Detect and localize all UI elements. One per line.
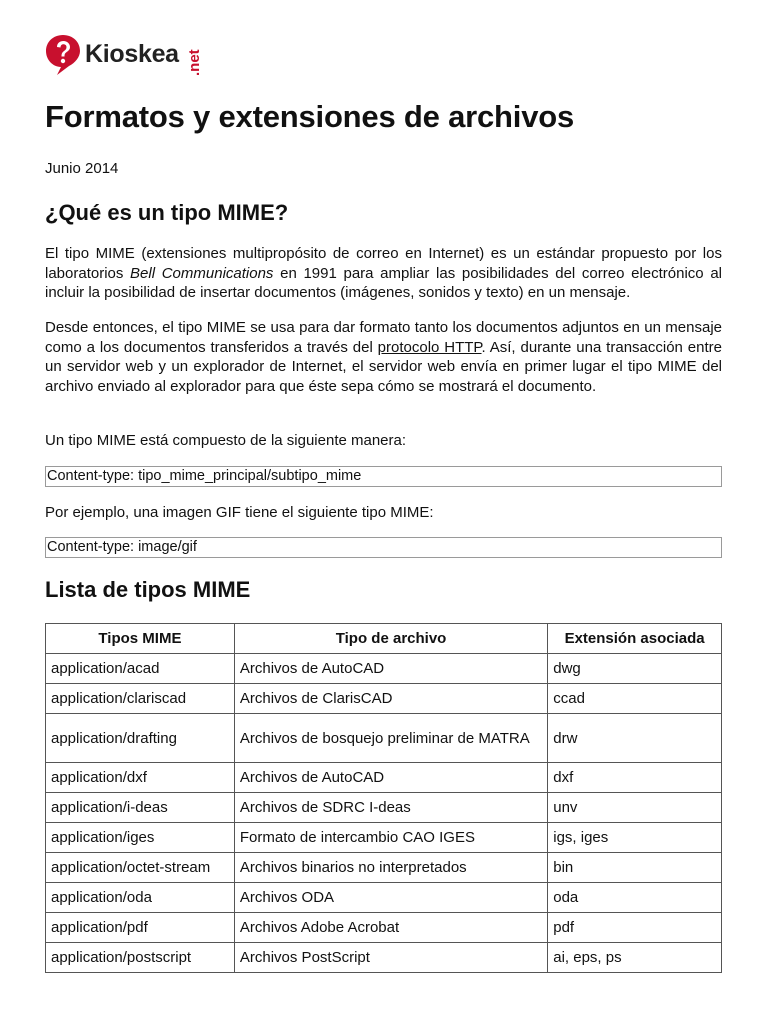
table-cell: application/octet-stream [46, 853, 235, 883]
code-box-structure: Content-type: tipo_mime_principal/subtipo_mime [45, 466, 722, 487]
table-cell: Archivos de SDRC I-deas [234, 793, 547, 823]
table-row [46, 823, 722, 853]
publish-date: Junio 2014 [45, 160, 119, 177]
table-cell: igs, iges [548, 823, 722, 853]
paragraph-example: Por ejemplo, una imagen GIF tiene el siguiente tipo MIME: [45, 504, 434, 521]
column-header: Tipos MIME [46, 624, 235, 654]
table-cell: application/acad [46, 654, 235, 684]
logo-wordmark: Kioskea [85, 40, 179, 68]
table-cell: application/pdf [46, 913, 235, 943]
table-cell: application/oda [46, 883, 235, 913]
table-row [46, 943, 722, 973]
table-cell: bin [548, 853, 722, 883]
paragraph-structure: Un tipo MIME está compuesto de la siguiente manera: [45, 432, 407, 449]
question-bubble-icon [45, 34, 81, 76]
table-cell: Archivos PostScript [234, 943, 547, 973]
table-header-row [46, 624, 722, 654]
mime-types-table [45, 623, 722, 973]
section-heading-list: Lista de tipos MIME [45, 577, 251, 602]
paragraph-usage: Desde entonces, el tipo MIME se usa para dar formato tanto los documentos adjuntos en un mensaje como a los documentos transferidos a través del protocolo HTTP. Así, durante una transacción entre un servidor web y un explorador de Internet, el servidor web envía en primer lugar el tipo MIME del archivo enviado al explorador para que éste sepa cómo se mostrará el documento. [45, 319, 722, 395]
table-row [46, 853, 722, 883]
table-cell: Archivos binarios no interpretados [234, 853, 547, 883]
column-header: Extensión asociada [548, 624, 722, 654]
table-cell: application/clariscad [46, 684, 235, 714]
table-row [46, 793, 722, 823]
kioskea-logo[interactable] [45, 34, 203, 78]
table-cell: pdf [548, 913, 722, 943]
table-cell: Archivos ODA [234, 883, 547, 913]
section-heading-mime: ¿Qué es un tipo MIME? [45, 200, 289, 225]
table-row [46, 913, 722, 943]
table-cell: application/iges [46, 823, 235, 853]
table-row [46, 684, 722, 714]
code-box-example: Content-type: image/gif [45, 537, 722, 558]
table-cell: Archivos de AutoCAD [234, 763, 547, 793]
paragraph-intro: El tipo MIME (extensiones multipropósito de correo en Internet) es un estándar propuesto por los laboratorios Bell Communications en 1991 para ampliar las posibilidades del correo electrónico al incluir la posibilidad de insertar documentos (imágenes, sonidos y texto) en un mensaje. [45, 245, 722, 301]
logo-tld: .net [186, 49, 203, 76]
emphasis-bell: Bell Communications [130, 264, 274, 282]
table-cell: Formato de intercambio CAO IGES [234, 823, 547, 853]
table-row [46, 654, 722, 684]
table-cell: Archivos de AutoCAD [234, 654, 547, 684]
table-row [46, 763, 722, 793]
table-cell: Archivos de ClarisCAD [234, 684, 547, 714]
table-row [46, 883, 722, 913]
table-cell: Archivos Adobe Acrobat [234, 913, 547, 943]
table-cell: application/postscript [46, 943, 235, 973]
table-row [46, 714, 722, 763]
page-title: Formatos y extensiones de archivos [45, 99, 575, 134]
table-cell: unv [548, 793, 722, 823]
table-cell: ccad [548, 684, 722, 714]
table-cell: application/dxf [46, 763, 235, 793]
link-protocolo-http[interactable]: protocolo HTTP [377, 338, 482, 356]
table-cell: application/i-deas [46, 793, 235, 823]
table-cell: drw [548, 714, 722, 763]
table-cell: dwg [548, 654, 722, 684]
table-cell: application/drafting [46, 714, 235, 763]
table-cell: oda [548, 883, 722, 913]
table-cell: dxf [548, 763, 722, 793]
table-cell: Archivos de bosquejo preliminar de MATRA [234, 714, 547, 763]
column-header: Tipo de archivo [234, 624, 547, 654]
table-cell: ai, eps, ps [548, 943, 722, 973]
